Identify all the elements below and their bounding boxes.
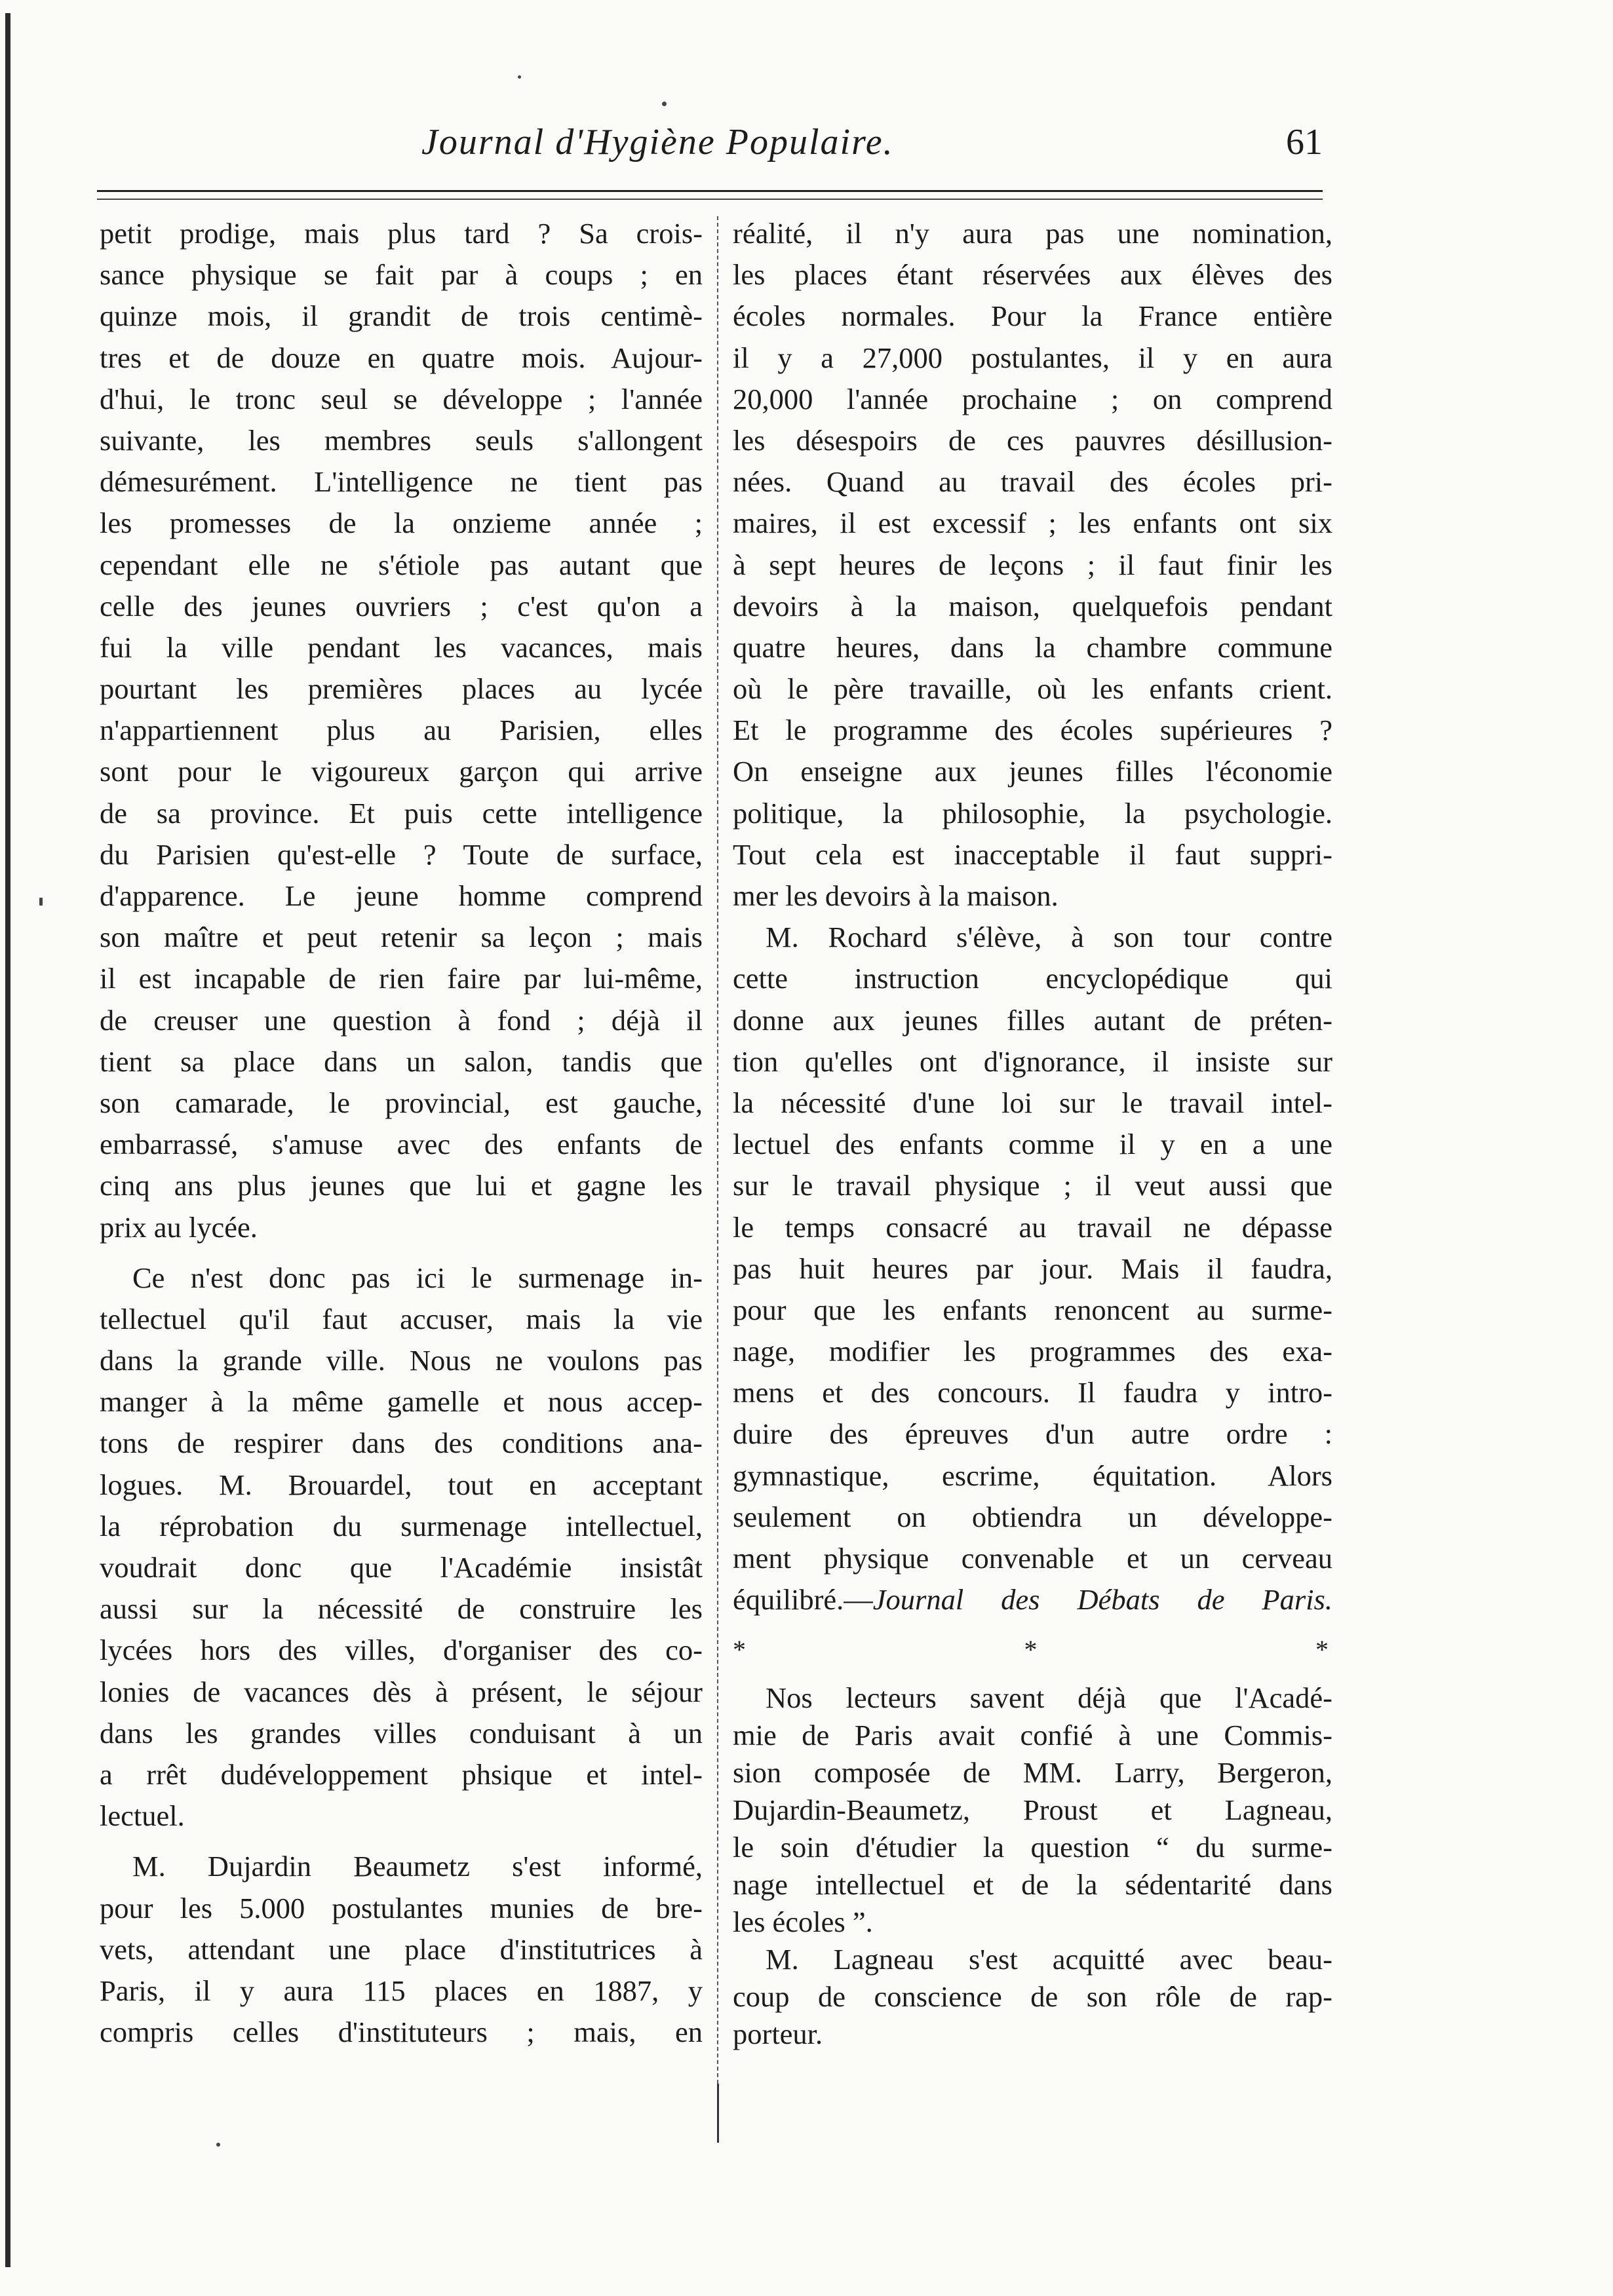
text-line: aussi sur la nécessité de construire les (100, 1592, 703, 1626)
print-speck (518, 75, 521, 79)
text-line: compris celles d'instituteurs ; mais, en (100, 2016, 703, 2049)
text-line: démesurément. L'intelligence ne tient pas (100, 465, 703, 499)
text-line: M. Lagneau s'est acquitté avec beau- (766, 1943, 1332, 1976)
text-line: d'hui, le tronc seul se développe ; l'année (100, 382, 703, 415)
text-line: a rrêt dudéveloppement phsique et intel- (100, 1757, 703, 1791)
text-line: petit prodige, mais plus tard ? Sa crois- (100, 217, 703, 250)
text-line: logues. M. Brouardel, tout en acceptant (100, 1468, 703, 1501)
text-line: lectuel. (100, 1799, 185, 1833)
text-line: duire des épreuves d'un autre ordre : (733, 1417, 1332, 1451)
text-line: devoirs à la maison, quelquefois pendant (733, 589, 1332, 622)
text-line: tion qu'elles ont d'ignorance, il insiste sur (733, 1044, 1332, 1078)
text-line: maires, il est excessif ; les enfants ont six (733, 507, 1332, 540)
source-line (733, 1579, 1332, 1620)
text-line: pour les 5.000 postulantes munies de bre- (100, 1891, 703, 1924)
asterism-separator: * * * (733, 1635, 1332, 1665)
print-speck (662, 102, 667, 106)
text-line: ment physique convenable et un cerveau (733, 1542, 1332, 1575)
text-line: Nos lecteurs savent déjà que l'Acadé- (766, 1681, 1332, 1715)
text-line: coup de conscience de son rôle de rap- (733, 1980, 1332, 2014)
text-line: lonies de vacances dès à présent, le séjour (100, 1675, 703, 1708)
text-line: du Parisien qu'est-elle ? Toute de surface, (100, 837, 703, 871)
text-line: Dujardin-Beaumetz, Proust et Lagneau, (733, 1793, 1332, 1827)
text-line: Ce n'est donc pas ici le surmenage in- (132, 1261, 703, 1294)
text-line: seulement on obtiendra un développe- (733, 1500, 1332, 1533)
text-line: dans la grande ville. Nous ne voulons pas (100, 1344, 703, 1377)
text-line: Tout cela est inacceptable il faut suppri- (733, 837, 1332, 871)
text-line: nage intellectuel et de la sédentarité dans (733, 1868, 1332, 1902)
text-line: sion composée de MM. Larry, Bergeron, (733, 1756, 1332, 1789)
text-line: il y a 27,000 postulantes, il y en aura (733, 341, 1332, 374)
text-line: le soin d'étudier la question “ du surme- (733, 1831, 1332, 1864)
left-column (100, 213, 703, 2053)
text-line: suivante, les membres seuls s'allongent (100, 423, 703, 457)
text-line: mer les devoirs à la maison. (733, 879, 1059, 912)
text-line: pour que les enfants renoncent au surme- (733, 1293, 1332, 1326)
note-paragraph (733, 1679, 1332, 2053)
text-line: cette instruction encyclopédique qui (733, 962, 1332, 995)
text-line: les promesses de la onzieme année ; (100, 507, 703, 540)
text-line: lectuel des enfants comme il y en a une (733, 1128, 1332, 1161)
text-line: lycées hors des villes, d'organiser des co- (100, 1634, 703, 1667)
text-line: il est incapable de rien faire par lui-même, (100, 962, 703, 995)
text-line: son maître et peut retenir sa leçon ; mais (100, 921, 703, 954)
text-line: quinze mois, il grandit de trois centimè- (100, 299, 703, 333)
text-line: sance physique se fait par à coups ; en (100, 258, 703, 292)
text-line: cinq ans plus jeunes que lui et gagne les (100, 1169, 703, 1202)
page-binding-edge (5, 13, 10, 2267)
source-citation: Journal des Débats de Paris. (872, 1583, 1332, 1617)
text-line: tient sa place dans un salon, tandis que (100, 1044, 703, 1078)
text-line: cependant elle ne s'étiole pas autant que (100, 548, 703, 581)
text-line: les écoles ”. (733, 1905, 873, 1939)
text-line: tellectuel qu'il faut accuser, mais la vie (100, 1302, 703, 1335)
text-line: à sept heures de leçons ; il faut finir les (733, 548, 1332, 581)
text-line: tons de respirer dans des conditions ana- (100, 1426, 703, 1460)
column-divider (717, 2084, 719, 2143)
text-line: gymnastique, escrime, équitation. Alors (733, 1459, 1332, 1492)
text-line: politique, la philosophie, la psychologie. (733, 796, 1332, 830)
source-prefix: équilibré.— (733, 1583, 873, 1617)
text-line: On enseigne aux jeunes filles l'économie (733, 755, 1332, 788)
text-line: de sa province. Et puis cette intelligence (100, 796, 703, 830)
text-line: Et le programme des écoles supérieures ? (733, 714, 1332, 747)
text-line: quatre heures, dans la chambre commune (733, 630, 1332, 664)
text-line: M. Rochard s'élève, à son tour contre (766, 921, 1332, 954)
text-line: prix au lycée. (100, 1210, 258, 1244)
text-line: la nécessité d'une loi sur le travail intel- (733, 1086, 1332, 1119)
text-line: réalité, il n'y aura pas une nomination, (733, 217, 1332, 250)
text-line: Paris, il y aura 115 places en 1887, y (100, 1974, 703, 2007)
text-line: le temps consacré au travail ne dépasse (733, 1210, 1332, 1244)
text-line: où le père travaille, où les enfants crient. (733, 672, 1332, 706)
text-line: donne aux jeunes filles autant de préten- (733, 1003, 1332, 1037)
text-line: celle des jeunes ouvriers ; c'est qu'on a (100, 589, 703, 622)
text-line: sur le travail physique ; il veut aussi que (733, 1169, 1332, 1202)
text-line: tres et de douze en quatre mois. Aujour- (100, 341, 703, 374)
text-line: n'appartiennent plus au Parisien, elles (100, 714, 703, 747)
text-line: fui la ville pendant les vacances, mais (100, 630, 703, 664)
print-speck (216, 2143, 220, 2147)
text-line: nage, modifier les programmes des exa- (733, 1335, 1332, 1368)
text-line: voudrait donc que l'Académie insistât (100, 1551, 703, 1584)
journal-title: Journal d'Hygiène Populaire. (421, 122, 894, 163)
text-line: d'apparence. Le jeune homme comprend (100, 879, 703, 912)
text-line: mens et des concours. Il faudra y intro- (733, 1376, 1332, 1409)
text-line: manger à la même gamelle et nous accep- (100, 1385, 703, 1419)
print-speck (39, 898, 43, 906)
text-line: mie de Paris avait confié à une Commis- (733, 1719, 1332, 1752)
text-line: porteur. (733, 2018, 823, 2051)
text-line: les désespoirs de ces pauvres désillusion- (733, 423, 1332, 457)
header-rule (97, 190, 1323, 200)
running-head (97, 121, 1323, 180)
text-line: vets, attendant une place d'institutrices à (100, 1932, 703, 1966)
text-line: son camarade, le provincial, est gauche, (100, 1086, 703, 1119)
text-line: de creuser une question à fond ; déjà il (100, 1003, 703, 1037)
text-line: sont pour le vigoureux garçon qui arrive (100, 755, 703, 788)
text-line: M. Dujardin Beaumetz s'est informé, (132, 1850, 703, 1883)
page-number: 61 (1286, 122, 1323, 163)
text-line: écoles normales. Pour la France entière (733, 299, 1332, 333)
right-column (733, 213, 1332, 2053)
text-line: les places étant réservées aux élèves des (733, 258, 1332, 292)
text-line: embarrassé, s'amuse avec des enfants de (100, 1128, 703, 1161)
text-line: dans les grandes villes conduisant à un (100, 1716, 703, 1750)
column-divider (717, 216, 718, 2097)
text-line: nées. Quand au travail des écoles pri- (733, 465, 1332, 499)
text-line: pourtant les premières places au lycée (100, 672, 703, 706)
text-line: 20,000 l'année prochaine ; on comprend (733, 382, 1332, 415)
text-line: la réprobation du surmenage intellectuel, (100, 1509, 703, 1542)
text-line: pas huit heures par jour. Mais il faudra, (733, 1252, 1332, 1285)
